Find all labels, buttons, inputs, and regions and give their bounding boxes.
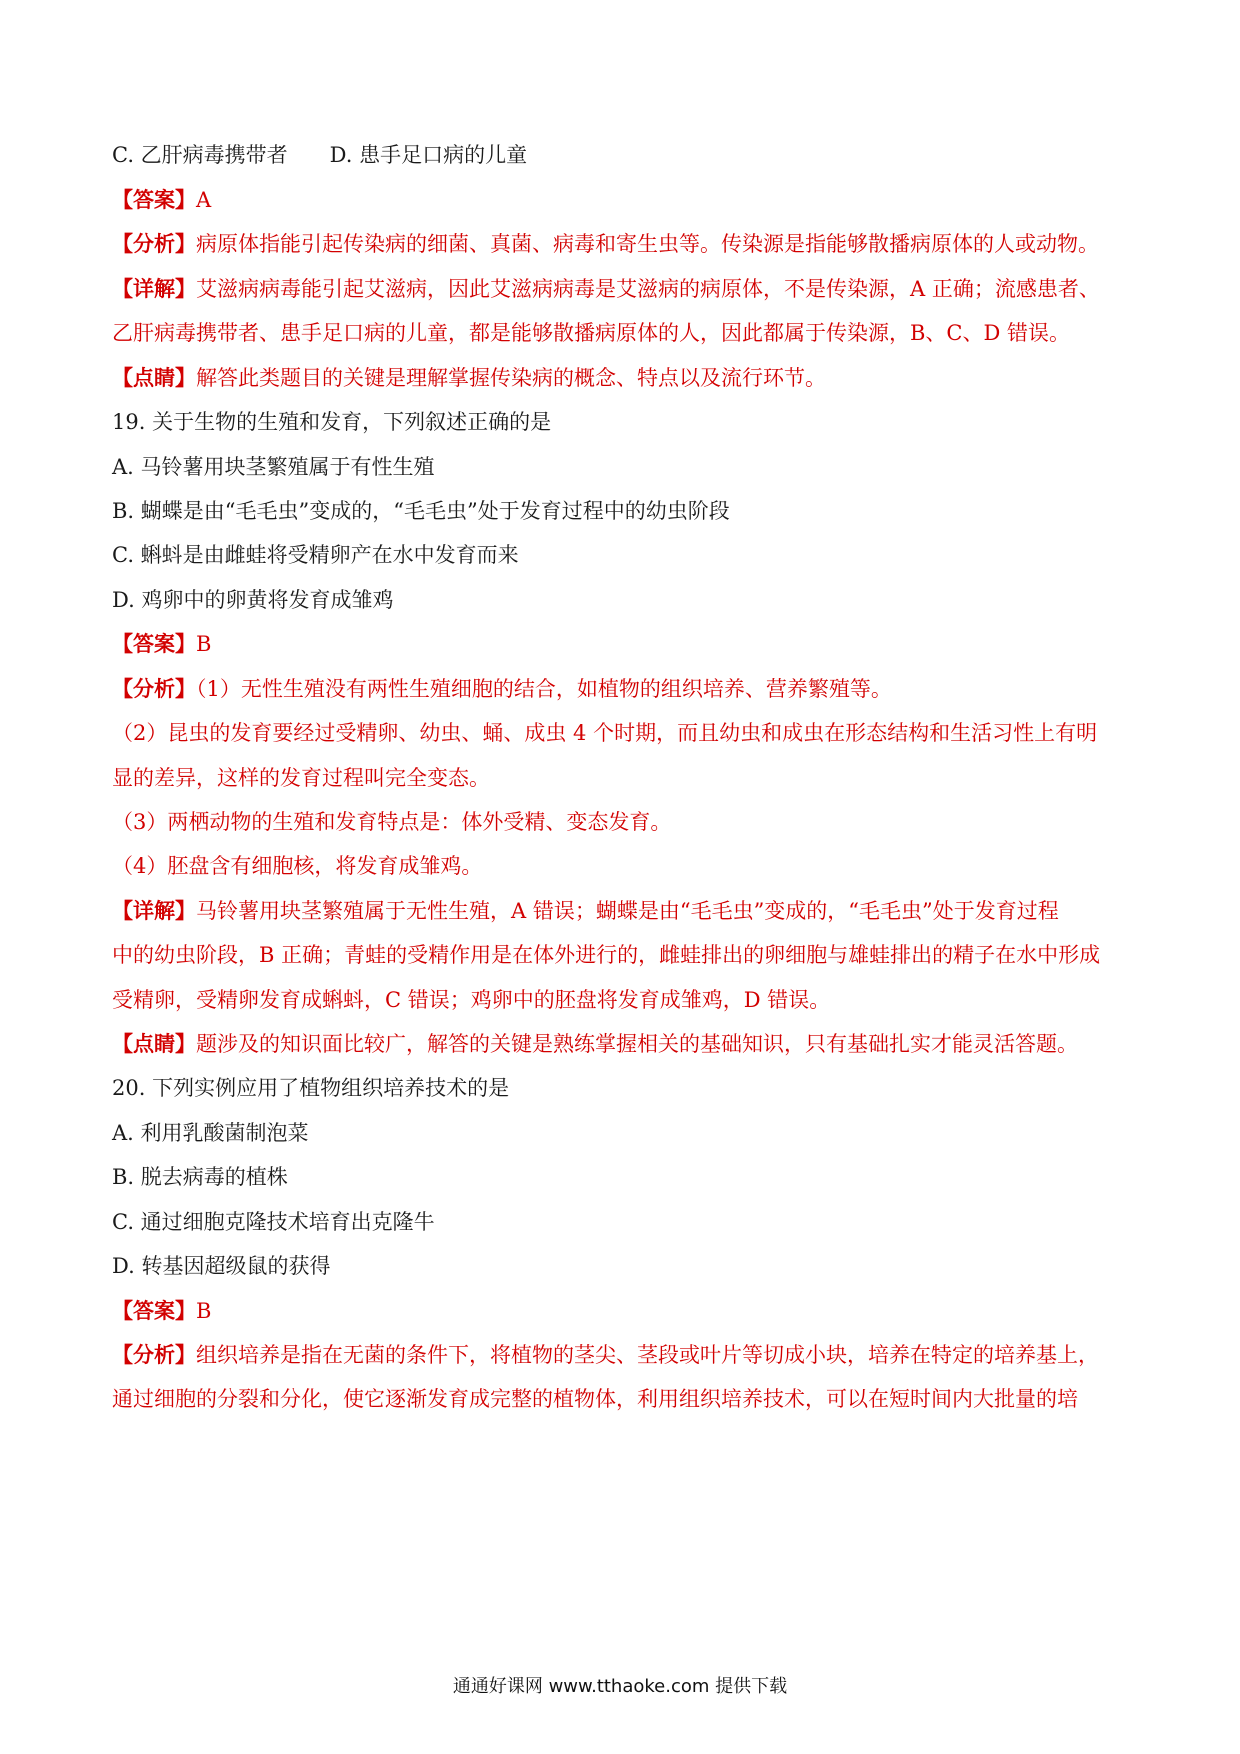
q18-answer: [112, 185, 1132, 215]
answer-tag: 【答案】: [112, 1298, 196, 1323]
point-text: 题涉及的知识面比较广，解答的关键是熟练掌握相关的基础知识，只有基础扎实才能灵活答题。: [196, 1032, 1078, 1056]
q19-option-a: A. 马铃薯用块茎繁殖属于有性生殖: [112, 455, 435, 479]
detail-text: 艾滋病病毒能引起艾滋病，因此艾滋病病毒是艾滋病的病原体，不是传染源，A 正确；流感患者、: [196, 277, 1100, 301]
point-tag: 【点睛】: [112, 1031, 196, 1056]
q19-analysis-line4: （3）两栖动物的生殖和发育特点是：体外受精、变态发育。: [112, 810, 672, 834]
q20-option-b: B. 脱去病毒的植株: [112, 1165, 288, 1189]
q19-analysis-line3: 显的差异，这样的发育过程叫完全变态。: [112, 766, 490, 790]
answer-value: B: [196, 1299, 212, 1323]
answer-tag: 【答案】: [112, 631, 196, 656]
q18-detail-line2: 乙肝病毒携带者、患手足口病的儿童，都是能够散播病原体的人，因此都属于传染源，B、C、D 错误。: [112, 321, 1071, 345]
q19-stem: 19. 关于生物的生殖和发育，下列叙述正确的是: [112, 410, 552, 434]
q19-option-b: B. 蝴蝶是由“毛毛虫”变成的，“毛毛虫”处于发育过程中的幼虫阶段: [112, 499, 730, 523]
analysis-text: 组织培养是指在无菌的条件下，将植物的茎尖、茎段或叶片等切成小块，培养在特定的培养基上，: [196, 1343, 1099, 1367]
q20-option-d: D. 转基因超级鼠的获得: [112, 1254, 331, 1278]
detail-tag: 【详解】: [112, 276, 196, 301]
answer-tag: 【答案】: [112, 187, 196, 212]
analysis-tag: 【分析】: [112, 676, 196, 701]
q18-point: [112, 363, 1132, 393]
q19-analysis-line5: （4）胚盘含有细胞核，将发育成雏鸡。: [112, 854, 483, 878]
page-footer: 通通好课网 www.tthaoke.com 提供下载: [452, 1676, 788, 1697]
prev-question-options: [112, 140, 1132, 170]
q19-analysis-line2: （2）昆虫的发育要经过受精卵、幼虫、蛹、成虫 4 个时期，而且幼虫和成虫在形态结构和生活习性上有明: [112, 721, 1098, 745]
answer-value: B: [196, 632, 212, 656]
q20-option-c: C. 通过细胞克隆技术培育出克隆牛: [112, 1210, 435, 1234]
q19-detail-line1: [112, 896, 1132, 926]
q19-detail-line2: 中的幼虫阶段，B 正确；青蛙的受精作用是在体外进行的，雌蛙排出的卵细胞与雄蛙排出的精子在水中形成: [112, 943, 1101, 967]
option-d: D. 患手足口病的儿童: [329, 143, 528, 167]
point-text: 解答此类题目的关键是理解掌握传染病的概念、特点以及流行环节。: [196, 366, 826, 390]
q19-option-c: C. 蝌蚪是由雌蛙将受精卵产在水中发育而来: [112, 543, 519, 567]
q18-detail-line1: [112, 274, 1132, 304]
q20-stem: 20. 下列实例应用了植物组织培养技术的是: [112, 1076, 510, 1100]
option-c: C. 乙肝病毒携带者: [112, 143, 288, 167]
q20-analysis-line1: [112, 1340, 1132, 1370]
analysis-text: 病原体指能引起传染病的细菌、真菌、病毒和寄生虫等。传染源是指能够散播病原体的人或动物。: [196, 232, 1099, 256]
q18-analysis: [112, 229, 1132, 259]
q19-point: [112, 1029, 1132, 1059]
point-tag: 【点睛】: [112, 365, 196, 390]
q19-detail-line3: 受精卵，受精卵发育成蝌蚪，C 错误；鸡卵中的胚盘将发育成雏鸡，D 错误。: [112, 988, 831, 1012]
detail-text: 马铃薯用块茎繁殖属于无性生殖，A 错误；蝴蝶是由“毛毛虫”变成的，“毛毛虫”处于发育过程: [196, 899, 1059, 923]
q19-answer: [112, 629, 1132, 659]
analysis-tag: 【分析】: [112, 1342, 196, 1367]
analysis-tag: 【分析】: [112, 231, 196, 256]
q19-analysis-line1: [112, 674, 1132, 704]
q20-analysis-line2: 通过细胞的分裂和分化，使它逐渐发育成完整的植物体，利用组织培养技术，可以在短时间内大批量的培: [112, 1387, 1078, 1411]
q19-option-d: D. 鸡卵中的卵黄将发育成雏鸡: [112, 588, 394, 612]
answer-value: A: [196, 188, 212, 212]
detail-tag: 【详解】: [112, 898, 196, 923]
analysis-text: （1）无性生殖没有两性生殖细胞的结合，如植物的组织培养、营养繁殖等。: [196, 677, 892, 701]
q20-option-a: A. 利用乳酸菌制泡菜: [112, 1121, 309, 1145]
q20-answer: [112, 1296, 1132, 1326]
